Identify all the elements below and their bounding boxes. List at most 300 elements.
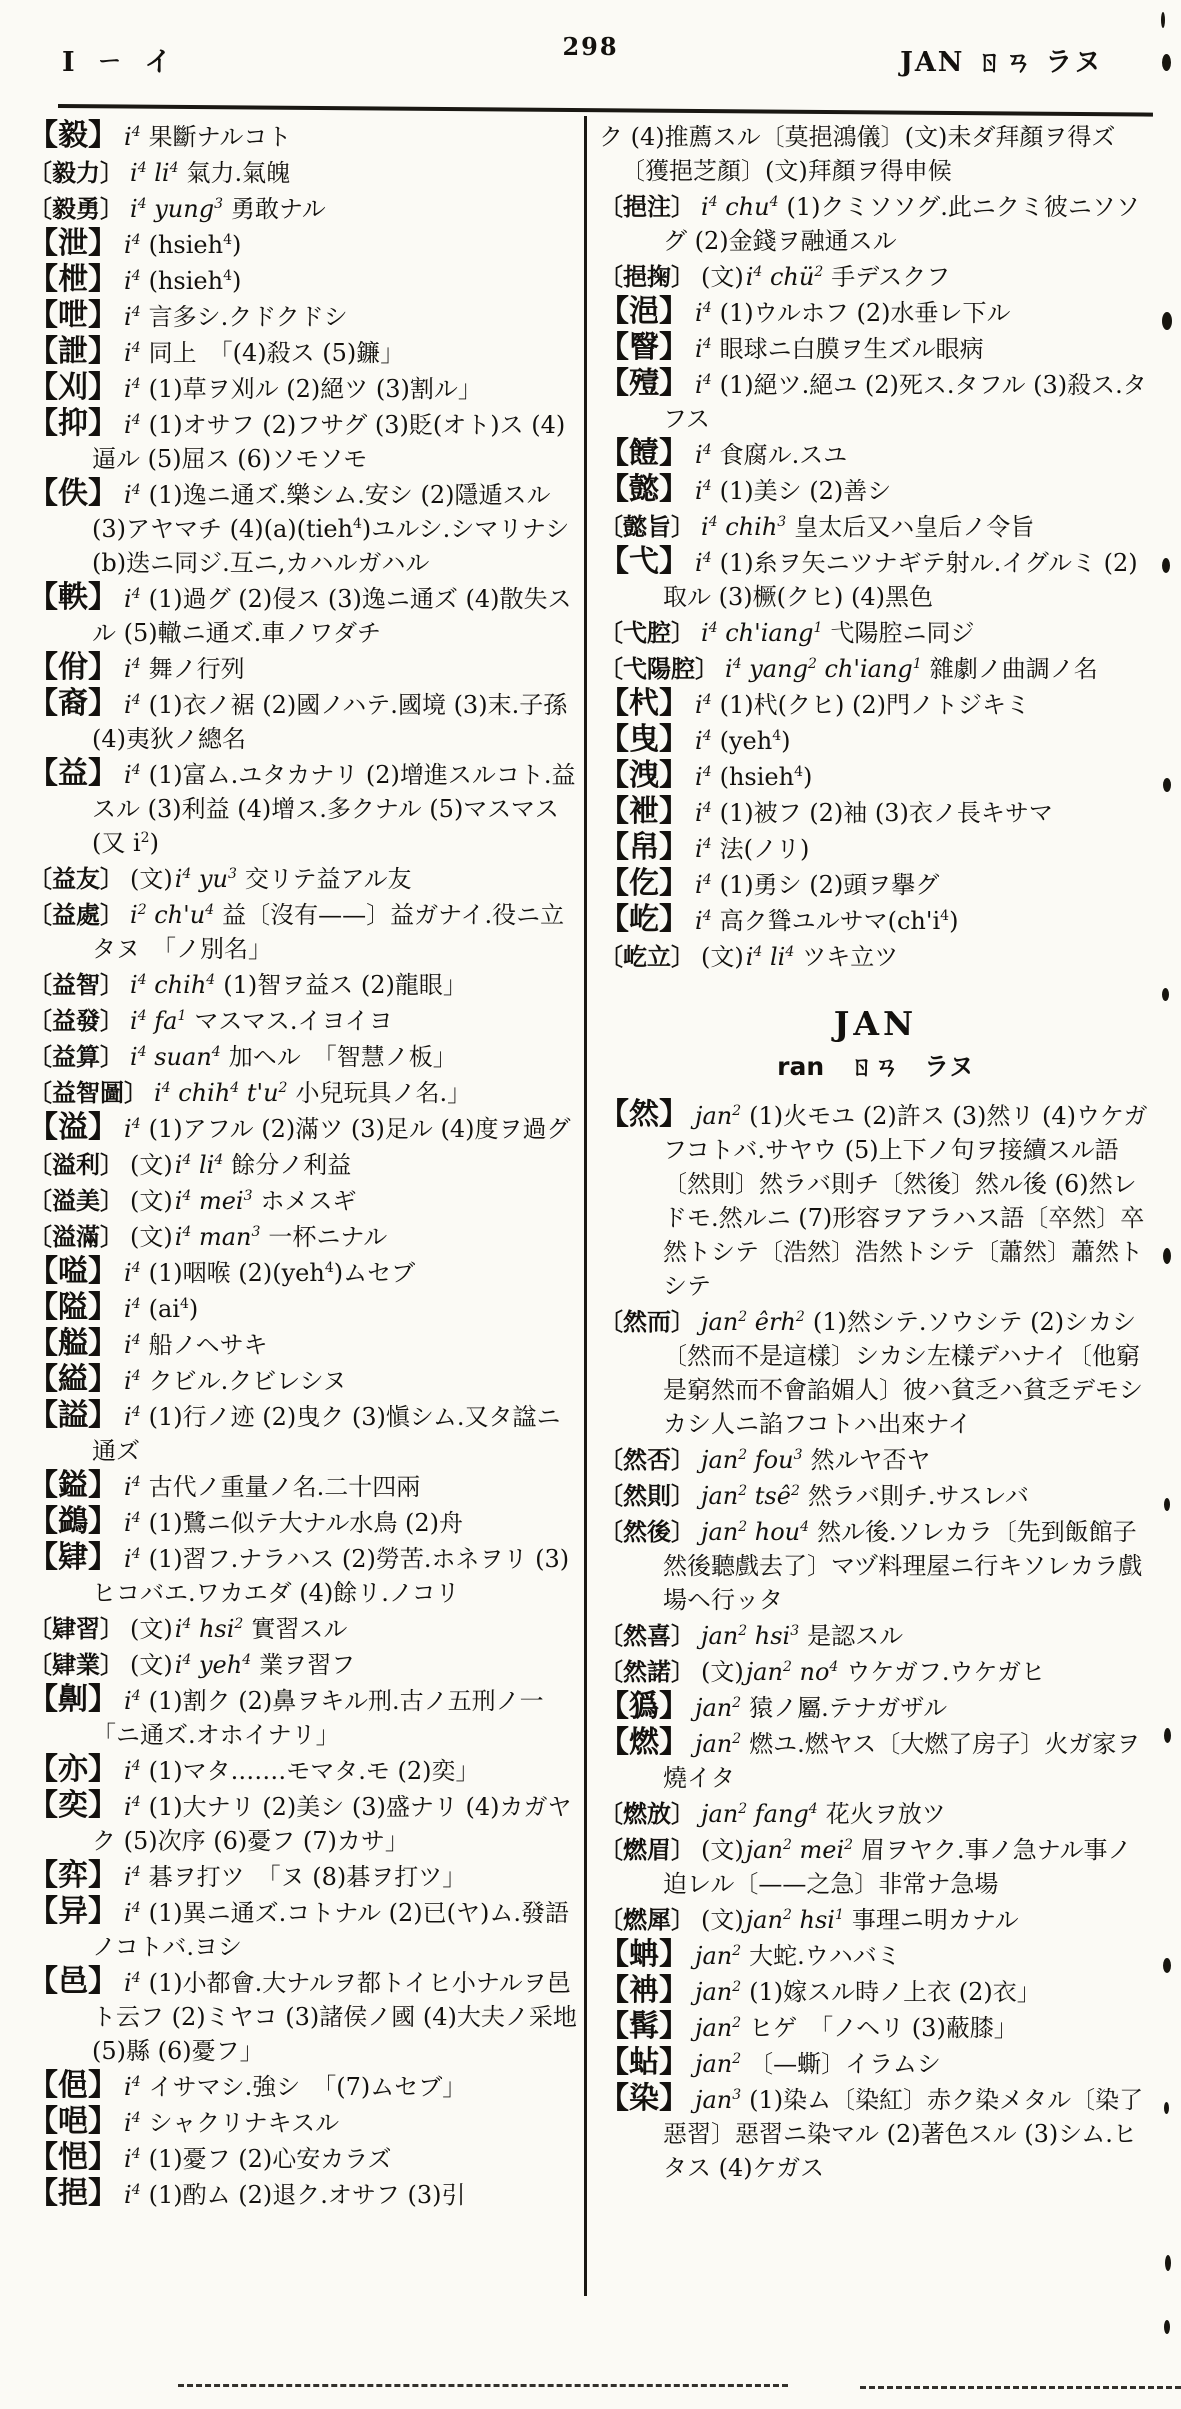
entry-headword: 〔然否〕 bbox=[599, 1445, 695, 1474]
entry-definition: (1)憂フ (2)心安カラズ bbox=[148, 2145, 392, 2173]
entry-headword: 〔肄習〕 bbox=[28, 1614, 124, 1643]
entry-headword: 【异】 bbox=[28, 1894, 118, 1929]
dictionary-entry bbox=[599, 688, 1152, 722]
entry-definition: 同上 「(4)殺ス (5)鐮」 bbox=[148, 339, 405, 367]
entry-pronunciation: jan$^2$ bbox=[695, 2050, 742, 2078]
entry-definition: (1)衣ノ裾 (2)國ノハテ.國境 (3)末.子孫 (4)夷狄ノ總名 bbox=[92, 691, 568, 753]
entry-headword: 【裔】 bbox=[28, 686, 118, 721]
entry-definition: 勇敢ナル bbox=[231, 195, 326, 223]
entry-pronunciation: $i^4$ bbox=[695, 549, 712, 577]
entry-definition: 花火ヲ放ツ bbox=[825, 1800, 946, 1828]
entry-pronunciation: $i^4$ bbox=[124, 2073, 141, 2101]
dictionary-entry bbox=[28, 336, 580, 370]
dictionary-entry bbox=[599, 296, 1152, 330]
entry-pronunciation: $i^4$ bbox=[124, 123, 141, 151]
entry-definition: 是認スル bbox=[807, 1622, 904, 1650]
entry-pronunciation: $i^4$ bbox=[695, 691, 712, 719]
entry-pronunciation: $i^4$ bbox=[124, 1115, 141, 1143]
entry-headword: 【劓】 bbox=[28, 1682, 118, 1717]
dictionary-entry bbox=[599, 510, 1152, 544]
dictionary-entry bbox=[599, 474, 1152, 508]
entry-headword: 【隘】 bbox=[28, 1290, 118, 1325]
entry-definition: 古代ノ重量ノ名.二十四兩 bbox=[148, 1473, 421, 1501]
entry-definition: $(ai^4)$ bbox=[148, 1295, 199, 1323]
entry-definition: (1)智ヲ益ス (2)龍眼」 bbox=[223, 971, 467, 999]
entry-pronunciation: jan$^2$ hou$^4$ bbox=[701, 1518, 810, 1546]
dictionary-entry bbox=[599, 1619, 1152, 1653]
entry-headword: 【弋】 bbox=[599, 544, 689, 579]
entry-definition: 加ヘル 「智慧ノ板」 bbox=[228, 1043, 457, 1071]
page-number: 298 bbox=[562, 32, 619, 61]
entry-definition: ウケガフ.ウケガヒ bbox=[846, 1658, 1046, 1686]
entry-definition: 碁ヲ打ツ 「ヌ (8)碁ヲ打ツ」 bbox=[148, 1863, 467, 1891]
entry-pronunciation: $i^4$ bbox=[695, 835, 712, 863]
entry-definition: (1)鷺ニ似テ大ナル水鳥 (2)舟 bbox=[148, 1509, 464, 1537]
dictionary-entry bbox=[599, 1691, 1152, 1725]
ink-dot bbox=[1164, 2320, 1170, 2334]
dictionary-entry bbox=[28, 1040, 580, 1074]
entry-definition: (1)草ヲ刈ル (2)絕ツ (3)割ル」 bbox=[148, 375, 482, 403]
entry-headword: 【溢】 bbox=[28, 1110, 118, 1145]
entry-pronunciation: $i^4$ bbox=[124, 585, 141, 613]
entry-pronunciation: $i^4$ bbox=[124, 761, 141, 789]
entry-pronunciation: $i^4$ ch'iang$^1$ bbox=[701, 619, 823, 647]
entry-headword: 【縊】 bbox=[28, 1362, 118, 1397]
left-column bbox=[28, 116, 580, 2214]
entry-pronunciation: $i^4$ yang$^2$ ch'iang$^1$ bbox=[725, 655, 922, 683]
entry-headword: 【詍】 bbox=[28, 334, 118, 369]
entry-pronunciation: $i^4$ bbox=[124, 1509, 141, 1537]
dictionary-entry bbox=[599, 868, 1152, 902]
entry-pronunciation: (文)$i^4$ $li^4$ bbox=[701, 943, 795, 971]
entry-headword: 【燃】 bbox=[599, 1725, 689, 1760]
entry-pronunciation: jan$^2$ bbox=[695, 1730, 742, 1758]
entry-headword: 【鎰】 bbox=[28, 1468, 118, 1503]
section-header bbox=[599, 1004, 1152, 1083]
entry-headword: 【毅】 bbox=[28, 118, 118, 153]
entry-definition: (hsieh$^4$) bbox=[719, 763, 813, 791]
entry-headword: 【嗌】 bbox=[28, 1254, 118, 1289]
entry-definition: 舞ノ行列 bbox=[148, 655, 245, 683]
entry-headword: 【鷁】 bbox=[28, 1504, 118, 1539]
entry-pronunciation: $i^4$ bbox=[124, 1295, 141, 1323]
entry-headword: 〔挹注〕 bbox=[599, 192, 695, 221]
dictionary-entry bbox=[599, 190, 1152, 258]
entry-pronunciation: $i^4$ bbox=[695, 299, 712, 327]
entry-pronunciation: (文)$i^4$ mei$^3$ bbox=[130, 1187, 253, 1215]
dictionary-entry bbox=[28, 264, 580, 298]
text-columns bbox=[28, 116, 1152, 2409]
entry-definition: 皇太后又ハ皇后ノ令旨 bbox=[794, 513, 1035, 541]
entry-pronunciation: $i^4$ bbox=[695, 441, 712, 469]
dictionary-entry bbox=[599, 616, 1152, 650]
entry-pronunciation: $i^4$ bbox=[124, 691, 141, 719]
entry-headword: 〔弋腔〕 bbox=[599, 618, 695, 647]
entry-headword: 〔益友〕 bbox=[28, 864, 124, 893]
dictionary-entry bbox=[28, 300, 580, 334]
entry-pronunciation: $i^4$ bbox=[695, 799, 712, 827]
entry-pronunciation: jan$^3$ bbox=[695, 2086, 742, 2114]
dictionary-entry bbox=[28, 192, 580, 226]
dictionary-entry bbox=[28, 2106, 580, 2140]
entry-headword: 【然】 bbox=[599, 1097, 689, 1132]
entry-headword: 【佚】 bbox=[28, 476, 118, 511]
section-pronunciation: ran ㄖㄢ ラヌ bbox=[777, 1052, 974, 1081]
entry-headword: 【刈】 bbox=[28, 370, 118, 405]
dictionary-entry bbox=[599, 1479, 1152, 1513]
entry-definition: (1)咽喉 (2)(yeh$^4$)ムセブ bbox=[148, 1259, 416, 1287]
ink-dot bbox=[1162, 558, 1170, 573]
entry-definition: (1)勇シ (2)頭ヲ擧グ bbox=[719, 871, 940, 899]
entry-pronunciation: jan$^2$ fou$^3$ bbox=[701, 1446, 803, 1474]
entry-pronunciation: $i^4$ chu$^4$ bbox=[701, 193, 779, 221]
dictionary-entry bbox=[599, 1515, 1152, 1617]
entry-headword: 〔益發〕 bbox=[28, 1006, 124, 1035]
dictionary-entry bbox=[28, 372, 580, 406]
dictionary-entry bbox=[599, 2047, 1152, 2081]
entry-definition: (1)杙(クヒ) (2)門ノトジキミ bbox=[719, 691, 1030, 719]
dictionary-entry bbox=[28, 1896, 580, 1964]
dictionary-entry bbox=[28, 968, 580, 1002]
entry-definition: (1)火モユ (2)許ス (3)然リ (4)ウケガフコトバ.サヤウ (5)上下ノ句ヲ接續スル語〔然則〕然ラバ則チ〔然後〕然ル後 (6)然レドモ.然ルニ (7)形容ヲアラハス語〔卒然〕卒然トシテ〔浩然〕浩然トシテ〔蕭然〕蕭然トシテ bbox=[663, 1102, 1148, 1300]
dictionary-entry bbox=[28, 1400, 580, 1468]
entry-definition: (1)逸ニ通ズ.樂シム.安シ (2)隱遁スル (3)アヤマチ (4)(a)(tieh$^4$)ユルシ.シマリナシ (b)迭ニ同ジ.互ニ,カハルガハル bbox=[92, 481, 570, 577]
entry-definition: (1)大ナリ (2)美シ (3)盛ナリ (4)カガヤク (5)次序 (6)憂フ (7)カサ」 bbox=[92, 1793, 572, 1855]
entry-definition: (hsieh$^4$) bbox=[148, 231, 242, 259]
dictionary-entry bbox=[28, 1790, 580, 1858]
entry-headword: 【抑】 bbox=[28, 406, 118, 441]
entry-definition: (1)然シテ.ソウシテ (2)シカシ〔然而不是這樣〕シカシ左樣デハナイ〔他窮是窮然而不會諂媚人〕彼ハ貧乏ハ貧乏デモシカシ人ニ諂フコトハ出來ナイ bbox=[663, 1308, 1143, 1438]
entry-pronunciation: $i^4$ bbox=[124, 1687, 141, 1715]
entry-headword: 【蛅】 bbox=[599, 2045, 689, 2080]
dictionary-entry bbox=[599, 120, 1152, 188]
entry-headword: 【瞖】 bbox=[599, 330, 689, 365]
entry-definition: (1)ウルホフ (2)水垂レ下ル bbox=[719, 299, 1011, 327]
bottom-dashed-line bbox=[860, 2386, 1181, 2389]
entry-pronunciation: $i^4$ bbox=[124, 1367, 141, 1395]
entry-headword: 【謚】 bbox=[28, 1398, 118, 1433]
dictionary-entry bbox=[28, 2142, 580, 2176]
entry-pronunciation: (文)jan$^2$ mei$^2$ bbox=[701, 1836, 854, 1864]
ink-dot bbox=[1161, 12, 1165, 28]
entry-definition: (1)絕ツ.絕ユ (2)死ス.タフル (3)殺ス.タフス bbox=[663, 371, 1147, 433]
entry-definition: 一杯ニナル bbox=[268, 1223, 388, 1251]
entry-pronunciation: jan$^2$ bbox=[695, 1694, 742, 1722]
entry-definition: 弋陽腔ニ同ジ bbox=[830, 619, 975, 647]
dictionary-entry bbox=[599, 1797, 1152, 1831]
dictionary-entry bbox=[599, 832, 1152, 866]
entry-definition: シャクリナキスル bbox=[148, 2109, 340, 2137]
entry-pronunciation: jan$^2$ hsi$^3$ bbox=[701, 1622, 800, 1650]
entry-headword: 〔屹立〕 bbox=[599, 942, 695, 971]
entry-pronunciation: $i^4$ bbox=[124, 2181, 141, 2209]
entry-pronunciation: $i^4$ bbox=[124, 339, 141, 367]
entry-pronunciation: $i^4$ bbox=[695, 477, 712, 505]
entry-headword: 【亦】 bbox=[28, 1752, 118, 1787]
entry-headword: 〔燃放〕 bbox=[599, 1799, 695, 1828]
entry-headword: 【弈】 bbox=[28, 1858, 118, 1893]
entry-definition: 法(ノリ) bbox=[719, 835, 810, 863]
ink-dot bbox=[1162, 54, 1171, 71]
entry-headword: 【曳】 bbox=[599, 722, 689, 757]
dictionary-entry bbox=[599, 1655, 1152, 1689]
dictionary-entry bbox=[599, 1833, 1152, 1901]
entry-headword: 【殪】 bbox=[599, 366, 689, 401]
dictionary-entry bbox=[599, 940, 1152, 974]
entry-pronunciation: $i^4$ bbox=[124, 1899, 141, 1927]
entry-definition: (1)美シ (2)善シ bbox=[719, 477, 892, 505]
entry-pronunciation: $i^2$ $ch'u^4$ bbox=[130, 901, 215, 929]
entry-pronunciation: (文)jan$^2$ $no^4$ bbox=[701, 1658, 839, 1686]
entry-pronunciation: $i^4$ chih$^3$ bbox=[701, 513, 787, 541]
entry-pronunciation: $i^4$ chih$^4$ bbox=[130, 971, 216, 999]
ink-dot bbox=[1165, 2255, 1171, 2271]
ink-dot bbox=[1162, 988, 1169, 1001]
entry-definition: (1)アフル (2)滿ツ (3)足ル (4)度ヲ過グ bbox=[148, 1115, 571, 1143]
dictionary-entry bbox=[599, 1939, 1152, 1973]
entry-definition: (1)過グ (2)侵ス (3)逸ニ通ズ (4)散失スル (5)轍ニ通ズ.車ノワダチ bbox=[92, 585, 572, 647]
entry-definition: 然ルヤ否ヤ bbox=[810, 1446, 931, 1474]
entry-definition: 然ラバ則チ.サスレバ bbox=[807, 1482, 1029, 1510]
entry-definition: 氣力.氣魄 bbox=[186, 159, 291, 187]
entry-headword: 【杙】 bbox=[599, 686, 689, 721]
dictionary-entry bbox=[28, 408, 580, 476]
dictionary-entry bbox=[28, 228, 580, 262]
entry-headword: 【益】 bbox=[28, 756, 118, 791]
dictionary-entry bbox=[28, 862, 580, 896]
entry-headword: 【屹】 bbox=[599, 902, 689, 937]
dictionary-entry bbox=[599, 2083, 1152, 2185]
entry-headword: 〔溢滿〕 bbox=[28, 1222, 124, 1251]
dictionary-entry bbox=[28, 652, 580, 686]
dictionary-entry bbox=[599, 1903, 1152, 1937]
entry-definition: 手デスクフ bbox=[831, 263, 951, 291]
ink-dot bbox=[1162, 312, 1172, 330]
entry-definition: ク (4)推薦スル〔莫挹鴻儀〕(文)未ダ拜顏ヲ得ズ〔獲挹芝顏〕(文)拜顏ヲ得申候 bbox=[599, 123, 1116, 185]
entry-pronunciation: $i^4$ bbox=[695, 871, 712, 899]
dictionary-entry bbox=[28, 758, 580, 860]
dictionary-entry bbox=[28, 688, 580, 756]
entry-definition: 業ヲ習フ bbox=[259, 1651, 356, 1679]
entry-definition: クビル.クビレシヌ bbox=[148, 1367, 347, 1395]
header-rule bbox=[58, 104, 1153, 117]
entry-definition: マスマス.イヨイヨ bbox=[194, 1007, 393, 1035]
dictionary-entry bbox=[599, 1975, 1152, 2009]
entry-definition: (1)異ニ通ズ.コトナル (2)已(ヤ)ム.發語ノコトバ.ヨシ bbox=[92, 1899, 570, 1961]
entry-pronunciation: (文)$i^4$ chü$^2$ bbox=[701, 263, 824, 291]
running-head-left: I ㄧ イ bbox=[62, 47, 178, 78]
dictionary-entry bbox=[28, 120, 580, 154]
entry-pronunciation: $i^4$ yung$^3$ bbox=[130, 195, 223, 223]
entry-headword: 〔燃犀〕 bbox=[599, 1905, 695, 1934]
entry-pronunciation: $i^4$ bbox=[124, 1331, 141, 1359]
ink-dot bbox=[1163, 1958, 1171, 1973]
dictionary-entry bbox=[28, 1076, 580, 1110]
dictionary-entry bbox=[28, 1364, 580, 1398]
entry-definition: 言多シ.クドクドシ bbox=[148, 303, 348, 331]
entry-pronunciation: (文)$i^4$ man$^3$ bbox=[130, 1223, 261, 1251]
right-column bbox=[587, 116, 1152, 2187]
dictionary-entry bbox=[28, 1648, 580, 1682]
entry-headword: 〔然諾〕 bbox=[599, 1657, 695, 1686]
entry-definition: イサマシ.強シ 「(7)ムセブ」 bbox=[148, 2073, 467, 2101]
page-header bbox=[0, 24, 1181, 84]
entry-definition: (1)糸ヲ矢ニツナギテ射ル.イグルミ (2)取ル (3)橛(クヒ) (4)黑色 bbox=[663, 549, 1138, 611]
entry-headword: 〔燃眉〕 bbox=[599, 1835, 695, 1864]
entry-pronunciation: jan$^2$ tsê$^2$ bbox=[701, 1482, 800, 1510]
entry-headword: 〔毅勇〕 bbox=[28, 194, 124, 223]
entry-pronunciation: jan$^2$ bbox=[695, 1102, 742, 1130]
entry-definition: (yeh$^4$) bbox=[719, 727, 791, 755]
entry-pronunciation: $i^4$ bbox=[124, 1793, 141, 1821]
bottom-dashed-line bbox=[178, 2384, 788, 2387]
entry-headword: 【軼】 bbox=[28, 580, 118, 615]
entry-headword: 【帠】 bbox=[599, 830, 689, 865]
entry-definition: (1)オサフ (2)フサグ (3)貶(オト)ス (4)逼ル (5)屈ス (6)ソモソモ bbox=[92, 411, 566, 473]
entry-headword: 【髯】 bbox=[599, 2009, 689, 2044]
dictionary-entry bbox=[599, 652, 1152, 686]
entry-pronunciation: $i^4$ chih$^4$ $t'u^2$ bbox=[154, 1079, 288, 1107]
entry-headword: 〔益處〕 bbox=[28, 900, 124, 929]
entry-pronunciation: $i^4$ bbox=[124, 267, 141, 295]
dictionary-entry bbox=[28, 1292, 580, 1326]
entry-headword: 【艗】 bbox=[28, 1326, 118, 1361]
dictionary-entry bbox=[599, 332, 1152, 366]
ink-dot bbox=[1163, 778, 1171, 792]
entry-headword: 〔挹掬〕 bbox=[599, 262, 695, 291]
entry-headword: 〔益智〕 bbox=[28, 970, 124, 999]
dictionary-entry bbox=[28, 1684, 580, 1752]
entry-definition: 益〔沒有——〕益ガナイ.役ニ立タヌ 「ノ別名」 bbox=[92, 901, 565, 963]
entry-pronunciation: $i^4$ bbox=[124, 375, 141, 403]
entry-headword: 〔然而〕 bbox=[599, 1307, 695, 1336]
entry-headword: 【洩】 bbox=[599, 758, 689, 793]
dictionary-entry bbox=[599, 546, 1152, 614]
entry-pronunciation: $i^4$ bbox=[124, 303, 141, 331]
entry-pronunciation: $i^4$ bbox=[695, 907, 712, 935]
entry-definition: 餘分ノ利益 bbox=[231, 1151, 352, 1179]
dictionary-entry bbox=[599, 1443, 1152, 1477]
entry-pronunciation: $i^4$ bbox=[124, 1863, 141, 1891]
entry-pronunciation: $i^4$ bbox=[124, 655, 141, 683]
entry-headword: 〔溢利〕 bbox=[28, 1150, 124, 1179]
entry-pronunciation: $i^4$ bbox=[124, 1259, 141, 1287]
entry-headword: 〔然喜〕 bbox=[599, 1621, 695, 1650]
dictionary-entry bbox=[28, 2178, 580, 2212]
dictionary-entry bbox=[28, 1256, 580, 1290]
dictionary-entry bbox=[28, 156, 580, 190]
entry-pronunciation: $i^4$ bbox=[124, 2145, 141, 2173]
entry-headword: 【染】 bbox=[599, 2081, 689, 2116]
entry-definition: (1)被フ (2)袖 (3)衣ノ長キサマ bbox=[719, 799, 1053, 827]
entry-headword: 〔然後〕 bbox=[599, 1517, 695, 1546]
dictionary-entry bbox=[599, 1099, 1152, 1303]
entry-pronunciation: $i^4$ bbox=[124, 411, 141, 439]
entry-pronunciation: $i^4$ $li^4$ bbox=[130, 159, 179, 187]
entry-definition: (1)富ム.ユタカナリ (2)增進スルコト.益スル (3)利益 (4)增ス.多クナル (5)マスマス (又 $i^2$) bbox=[92, 761, 576, 857]
dictionary-entry bbox=[28, 1860, 580, 1894]
entry-headword: 【㺔】 bbox=[599, 1689, 689, 1724]
entry-pronunciation: $i^4$ bbox=[695, 335, 712, 363]
entry-pronunciation: $i^4$ suan$^4$ bbox=[130, 1043, 221, 1071]
entry-definition: 高ク聳ユルサマ$(ch'i^4)$ bbox=[719, 907, 959, 935]
entry-headword: 〔溢美〕 bbox=[28, 1186, 124, 1215]
dictionary-entry bbox=[28, 1966, 580, 2068]
entry-definition: 船ノヘサキ bbox=[148, 1331, 268, 1359]
entry-pronunciation: $i^4$ bbox=[124, 231, 141, 259]
entry-definition: (1)酌ム (2)退ク.オサフ (3)引 bbox=[148, 2181, 466, 2209]
dictionary-entry bbox=[599, 368, 1152, 436]
entry-definition: 果斷ナルコト bbox=[148, 123, 292, 151]
entry-headword: 【懿】 bbox=[599, 472, 689, 507]
entry-definition: 眼球ニ白膜ヲ生ズル眼病 bbox=[719, 335, 984, 363]
dictionary-entry bbox=[28, 582, 580, 650]
entry-headword: 【佾】 bbox=[28, 650, 118, 685]
dictionary-entry bbox=[28, 1184, 580, 1218]
entry-definition: 〔—蟖〕イラムシ bbox=[749, 2050, 941, 2078]
entry-headword: 【肄】 bbox=[28, 1540, 118, 1575]
dictionary-entry bbox=[599, 1305, 1152, 1441]
entry-headword: 【仡】 bbox=[599, 866, 689, 901]
entry-pronunciation: $i^4$ bbox=[695, 763, 712, 791]
ink-dot bbox=[1164, 2102, 1169, 2114]
entry-pronunciation: $i^4$ bbox=[124, 1403, 141, 1431]
entry-pronunciation: (文)$i^4$ hsi$^2$ bbox=[130, 1615, 244, 1643]
entry-headword: 〔益智圖〕 bbox=[28, 1078, 148, 1107]
ink-dot bbox=[1163, 1248, 1171, 1264]
entry-pronunciation: $i^4$ bbox=[124, 1757, 141, 1785]
entry-headword: 【唈】 bbox=[28, 2104, 118, 2139]
dictionary-entry bbox=[599, 796, 1152, 830]
entry-definition: 實習スル bbox=[251, 1615, 348, 1643]
entry-headword: 【呭】 bbox=[28, 298, 118, 333]
entry-headword: 【枻】 bbox=[28, 262, 118, 297]
entry-definition: 大蛇.ウハバミ bbox=[749, 1942, 901, 1970]
dictionary-entry bbox=[28, 1004, 580, 1038]
dictionary-entry bbox=[28, 1220, 580, 1254]
dictionary-entry bbox=[599, 438, 1152, 472]
dictionary-entry bbox=[28, 1470, 580, 1504]
dictionary-entry bbox=[599, 904, 1152, 938]
entry-pronunciation: (文)jan$^2$ hsi$^1$ bbox=[701, 1906, 844, 1934]
entry-pronunciation: $i^4$ $fa^1$ bbox=[130, 1007, 187, 1035]
dictionary-entry bbox=[28, 1112, 580, 1146]
dictionary-entry bbox=[599, 1727, 1152, 1795]
entry-headword: 【悒】 bbox=[28, 2140, 118, 2175]
entry-headword: 〔肄業〕 bbox=[28, 1650, 124, 1679]
dictionary-entry bbox=[28, 478, 580, 580]
entry-pronunciation: $i^4$ bbox=[124, 1473, 141, 1501]
ink-dot bbox=[1164, 1498, 1170, 1511]
entry-definition: (1)マタ.……モマタ.モ (2)奕」 bbox=[148, 1757, 480, 1785]
dictionary-entry bbox=[599, 724, 1152, 758]
entry-headword: 〔懿旨〕 bbox=[599, 512, 695, 541]
entry-pronunciation: $i^4$ bbox=[124, 2109, 141, 2137]
entry-pronunciation: (文)$i^4$ yeh$^4$ bbox=[130, 1651, 252, 1679]
entry-definition: 雜劇ノ曲調ノ名 bbox=[929, 655, 1098, 683]
entry-headword: 【挹】 bbox=[28, 2176, 118, 2211]
entry-definition: ヒゲ 「ノヘリ (3)蔽膝」 bbox=[749, 2014, 1018, 2042]
entry-pronunciation: jan$^2$ fang$^4$ bbox=[701, 1800, 818, 1828]
entry-definition: 交リテ益アル友 bbox=[244, 865, 412, 893]
entry-pronunciation: jan$^2$ bbox=[695, 1942, 742, 1970]
dictionary-entry bbox=[28, 1542, 580, 1610]
entry-headword: 【浥】 bbox=[599, 294, 689, 329]
entry-headword: 【邑】 bbox=[28, 1964, 118, 1999]
dictionary-entry bbox=[599, 260, 1152, 294]
entry-headword: 【蚺】 bbox=[599, 1937, 689, 1972]
entry-headword: 【俋】 bbox=[28, 2068, 118, 2103]
